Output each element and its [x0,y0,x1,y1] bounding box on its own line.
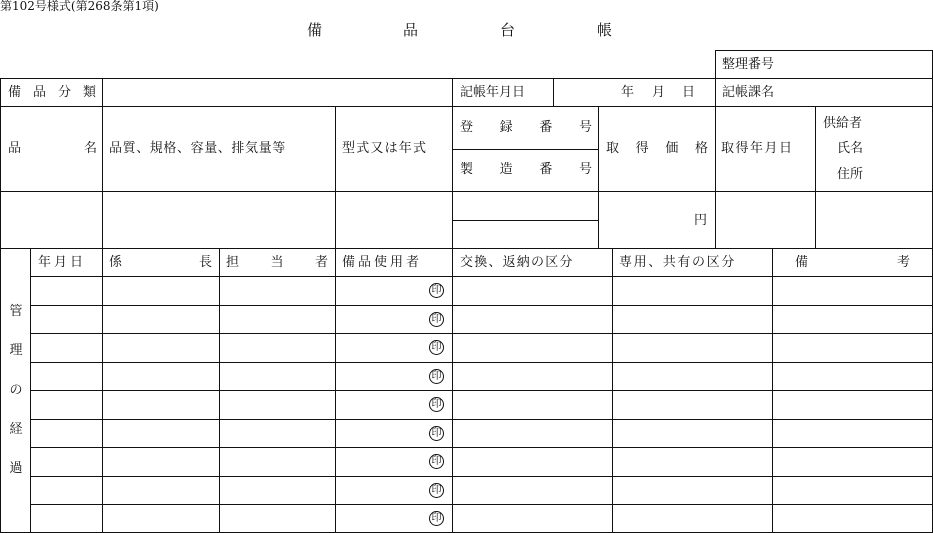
rule [30,504,933,505]
label-char: 者 [314,255,328,270]
month-label: 月 [652,85,666,100]
page-title [300,23,620,39]
history-kakari-right: 長 [199,255,213,270]
model-year-label: 型式又は年式 [342,141,428,156]
seal-icon: 印 [429,454,444,469]
history-side-label [8,305,24,475]
record-date-label: 記帳年月日 [460,85,526,100]
label-char: 登 [460,120,474,135]
rule [30,447,933,448]
history-remarks-left: 備 [795,255,809,270]
acquisition-price-label [606,142,708,155]
rule [30,390,933,391]
supplier-name-label: 氏名 [837,141,864,156]
supplier-field[interactable] [816,192,931,247]
rule [219,248,220,533]
seal-icon: 印 [429,511,444,526]
acquisition-date-label: 取得年月日 [721,141,794,156]
supplier-address-label: 住所 [837,167,864,182]
registration-number-label [460,121,592,134]
label-char: 管 [9,304,23,319]
classification-value[interactable] [103,79,451,105]
label-char: 録 [499,120,513,135]
history-tantou-header [226,256,328,269]
yen-unit: 円 [694,213,708,228]
rule [102,248,103,533]
label-char: 号 [578,162,592,177]
day-label: 日 [682,85,696,100]
label-char: 造 [499,162,513,177]
label-char: 価 [665,141,679,156]
rule [30,476,933,477]
rule [30,333,933,334]
supplier-label: 供給者 [823,116,863,131]
label-char: 番 [539,162,553,177]
year-label: 年 [621,85,635,100]
quality-spec-label: 品質、規格、容量、排気量等 [109,141,286,156]
rule [30,276,933,277]
seal-icon: 印 [429,340,444,355]
rule [30,362,933,363]
history-exchange-header: 交換、返納の区分 [460,255,574,270]
rule [0,78,1,533]
label-char: 格 [694,141,708,156]
item-name-field[interactable] [1,192,101,247]
title-char: 品 [403,21,419,39]
serial-number-label [460,163,592,176]
seal-icon: 印 [429,312,444,327]
title-char: 備 [307,21,323,39]
label-char: の [9,382,23,398]
rule [612,248,613,533]
rule [0,248,933,249]
rule [30,305,933,306]
rule [30,419,933,420]
history-user-header: 備品使用者 [342,255,423,270]
label-char: 当 [270,255,284,270]
history-exclusive-header: 専用、共有の区分 [619,255,736,270]
label-char: 品 [32,85,46,100]
label-char: 番 [539,120,553,135]
hinmei-left: 品 [8,141,22,156]
model-year-field[interactable] [336,192,451,247]
seiri-bango-label: 整理番号 [722,57,775,72]
seal-icon: 印 [429,369,444,384]
label-char: 号 [578,120,592,135]
hinmei-right: 名 [84,141,98,156]
seal-icon: 印 [429,397,444,412]
label-char: 備 [8,85,22,100]
rule [452,78,453,533]
label-char: 類 [82,85,96,100]
quality-spec-field[interactable] [103,192,334,247]
history-kakari-left: 係 [109,255,123,270]
rule [30,248,31,533]
seal-icon: 印 [429,283,444,298]
rule [772,248,773,533]
serial-number-field[interactable] [453,221,597,247]
label-char: 経 [9,421,23,437]
label-char: 得 [635,141,649,156]
classification-label [8,86,96,99]
rule [0,106,933,107]
label-char: 過 [9,461,23,476]
history-remarks-right: 考 [897,255,911,270]
form-id: 第102号様式(第268条第1項) [0,0,159,13]
acquisition-date-field[interactable] [716,192,814,247]
title-char: 台 [500,21,516,39]
label-char: 担 [226,255,240,270]
registration-number-field[interactable] [453,192,597,219]
label-char: 理 [9,343,23,359]
rule [452,149,598,150]
record-section-label: 記帳課名 [722,85,775,100]
seal-icon: 印 [429,483,444,498]
label-char: 製 [460,162,474,177]
rule [715,50,933,51]
title-char: 帳 [597,21,613,39]
rule [335,106,336,533]
history-date-header: 年月日 [38,255,87,270]
seal-icon: 印 [429,426,444,441]
label-char: 分 [57,85,71,100]
label-char: 取 [606,141,620,156]
